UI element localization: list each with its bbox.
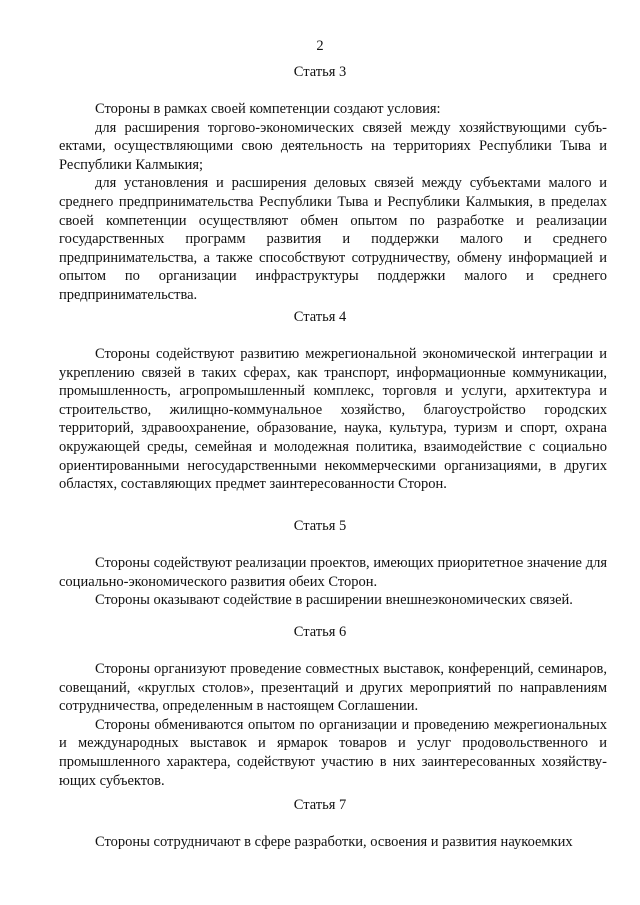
page-number: 2 [316,38,324,54]
paragraph: для установления и расширения деловых связей между субъектами малого и среднего предпринимательства Республики Тыва и Республики Калмыкия, в пределах своей компетенции осуществляют обмен опытом по разработке и реализации государственных программ развития и поддержки малого и среднего предпринимательства, а также способствуют сотрудничеству, обмену информацией и опытом по организации инфраструктуры поддержки малого и среднего предпринимательства. [59,175,607,303]
article-7-heading: Статья 7 [293,797,347,813]
article-6-body [59,660,607,790]
paragraph: Стороны сотрудничают в сфере разработки, освоения и развития наукоемких [95,834,573,850]
article-7-body [59,833,607,852]
paragraph: Стороны содействуют развитию межрегиональной экономической интеграции и укреплению связей в таких сферах, как транспорт, информационные коммуникации, промышленность, агропромышленный комплекс, торговля и услуги, архитектура и строительство, жилищно-коммунальное хозяйство, благоустройство городских территорий, здравоохранение, образование, наука, культура, туризм и спорт, охрана окружающей среды, семейная и молодежная политика, взаимодействие с социально ориентированными негосударственными некоммерческими организациями, в других областях, составляющих предмет заинтересованности Сторон. [59,346,607,493]
article-3-heading: Статья 3 [293,64,347,80]
paragraph: Стороны организуют проведение совместных выставок, конференций, семинаров, совещаний, «круглых столов», презентаций и других мероприятий по направлениям сотрудничества, определенным в настоящем Соглашении. [59,661,607,715]
paragraph: для расширения торгово-экономических связей между хозяйствующими субъектами, осуществляющими свою деятельность на территориях Республики Тыва и Республики Калмыкия; [59,119,607,173]
article-4-heading: Статья 4 [293,309,347,325]
paragraph: Стороны обмениваются опытом по организации и проведению межрегиональных и международных выставок и ярмарок товаров и услуг продовольственного и промышленного характера, содействуют участию в них заинтересованных хозяйствующих субъектов. [59,716,607,789]
article-5-heading: Статья 5 [293,518,347,534]
paragraph: Стороны содействуют реализации проектов, имеющих приоритетное значение для социально-экономического развития обеих Сторон. [59,555,607,590]
article-4-body [59,345,607,494]
paragraph: Стороны в рамках своей компетенции создают условия: [95,101,441,117]
article-3-body [59,100,607,305]
paragraph: Стороны оказывают содействие в расширении внешнеэкономических связей. [95,592,573,609]
article-6-heading: Статья 6 [293,624,347,640]
article-5-body [59,554,607,610]
